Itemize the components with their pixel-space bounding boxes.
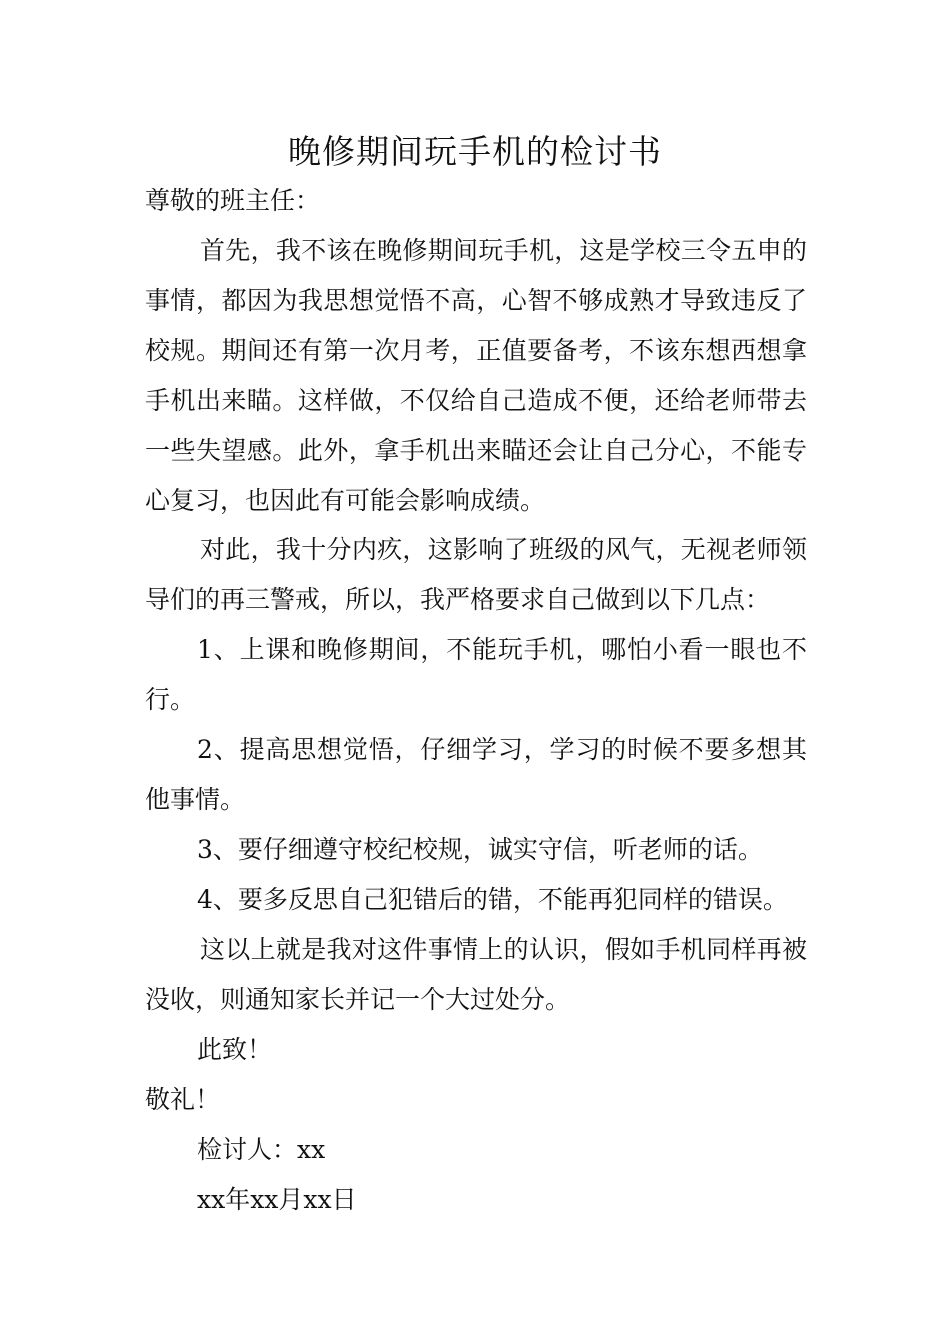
paragraph-3: 这以上就是我对这件事情上的认识，假如手机同样再被没收，则通知家长并记一个大过处分。 [145, 935, 807, 1014]
greeting: 尊敬的班主任： [145, 186, 321, 215]
closing-phrase: 此致！ [197, 1035, 273, 1064]
paragraph-2: 对此，我十分内疚，这影响了班级的风气，无视老师领导们的再三警戒，所以，我严格要求自己做到以下几点： [145, 535, 807, 614]
date-line: xx年xx月xx日 [197, 1185, 357, 1214]
list-item: 1、上课和晚修期间，不能玩手机，哪怕小看一眼也不行。 [145, 635, 807, 714]
signer-line: 检讨人：xx [197, 1135, 326, 1164]
document-title: 晚修期间玩手机的检讨书 [288, 132, 662, 171]
list-item: 2、提高思想觉悟，仔细学习，学习的时候不要多想其他事情。 [145, 735, 807, 814]
salutation: 敬礼！ [145, 1085, 221, 1114]
list-item: 3、要仔细遵守校纪校规，诚实守信，听老师的话。 [197, 835, 763, 864]
paragraph-1: 首先，我不该在晚修期间玩手机，这是学校三令五申的事情，都因为我思想觉悟不高，心智不够成熟才导致违反了校规。期间还有第一次月考，正值要备考，不该东想西想拿手机出来瞄。这样做，不仅给自己造成不便，还给老师带去一些失望感。此外，拿手机出来瞄还会让自己分心，不能专心复习，也因此有可能会影响成绩。 [145, 236, 807, 515]
list-item: 4、要多反思自己犯错后的错，不能再犯同样的错误。 [197, 885, 788, 914]
